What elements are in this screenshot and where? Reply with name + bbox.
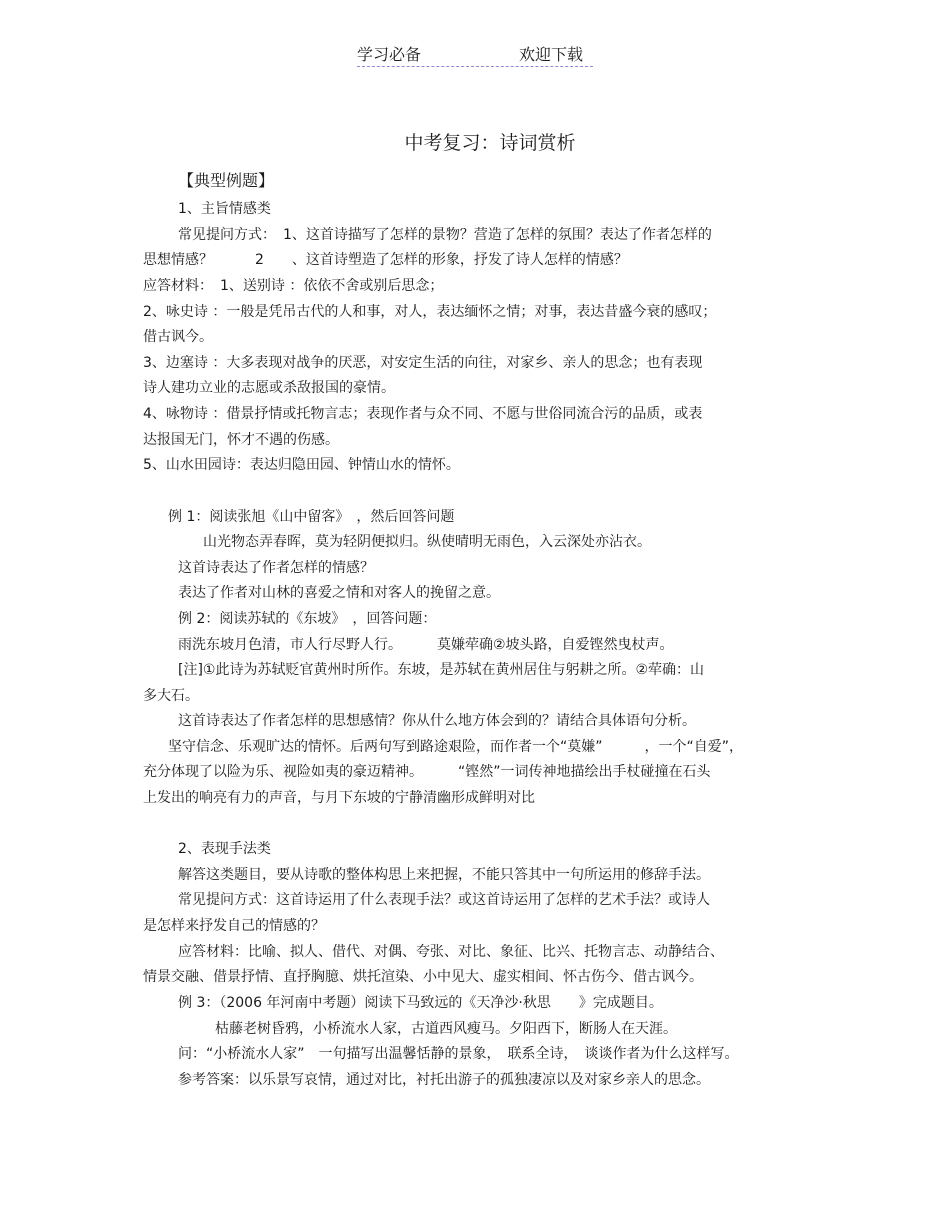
document-title: 中考复习：诗词赏析 — [404, 132, 576, 154]
text-line: 这首诗表达了作者怎样的思想感情？你从什么地方体会到的？请结合具体语句分析。 — [178, 713, 696, 729]
text-line: [注]①此诗为苏轼贬官黄州时所作。东坡，是苏轼在黄州居住与躬耕之所。②荦确：山 — [178, 662, 705, 678]
text-line: 问：“小桥流水人家” 一句描写出温馨恬静的景象， 联系全诗， 谈谈作者为什么这样写。 — [178, 1046, 739, 1062]
text-line: 情景交融、借景抒情、直抒胸臆、烘托渲染、小中见大、虚实相间、怀古伤今、借古讽今。 — [143, 969, 703, 985]
text-line: 坚守信念、乐观旷达的情怀。后两句写到路途艰险，而作者一个“莫嫌” ，一个“自爱”， — [168, 739, 744, 755]
text-line: 例 3：（2006 年河南中考题）阅读下马致远的《天净沙·秋思 》完成题目。 — [178, 995, 663, 1011]
text-line: 山光物态弄春晖，莫为轻阴便拟归。纵使晴明无雨色，入云深处亦沾衣。 — [203, 534, 651, 550]
text-line: 诗人建功立业的志愿或杀敌报国的豪情。 — [143, 380, 395, 396]
text-line: 多大石。 — [143, 688, 199, 704]
section-heading: 【典型例题】 — [178, 171, 275, 190]
text-line: 雨洗东坡月色清，市人行尽野人行。 莫嫌荦确②坡头路，自爱铿然曳杖声。 — [178, 637, 674, 653]
text-line: 例 1：阅读张旭《山中留客》 ，然后回答问题 — [168, 509, 455, 525]
page-header — [357, 40, 593, 67]
header-right-text: 欢迎下载 — [519, 45, 584, 64]
text-line: 思想情感？ 2 、这首诗塑造了怎样的形象，抒发了诗人怎样的情感？ — [143, 252, 628, 268]
text-line: 充分体现了以险为乐、视险如夷的豪迈精神。 “铿然”一词传神地描绘出手杖碰撞在石头 — [143, 764, 711, 780]
text-line: 3、边塞诗 ：大多表现对战争的厌恶，对安定生活的向往，对家乡、亲人的思念；也有表现 — [143, 355, 703, 371]
text-line: 2、咏史诗 ：一般是凭吊古代的人和事，对人，表达缅怀之情；对事，表达昔盛今衰的感叹； — [143, 304, 717, 320]
text-line: 1、主旨情感类 — [178, 201, 271, 217]
text-line: 是怎样来抒发自己的情感的？ — [143, 918, 325, 934]
text-line: 达报国无门，怀才不遇的伤感。 — [143, 432, 339, 448]
text-line: 上发出的响亮有力的声音，与月下东坡的宁静清幽形成鲜明对比 — [143, 790, 535, 806]
header-left-text: 学习必备 — [357, 45, 422, 64]
text-line: 这首诗表达了作者怎样的情感？ — [178, 560, 374, 576]
text-line: 5、山水田园诗：表达归隐田园、钟情山水的情怀。 — [143, 457, 460, 473]
text-line: 解答这类题目，要从诗歌的整体构思上来把握，不能只答其中一句所运用的修辞手法。 — [178, 867, 710, 883]
text-line: 借古讽今。 — [143, 329, 213, 345]
text-line: 参考答案：以乐景写哀情，通过对比，衬托出游子的孤独凄凉以及对家乡亲人的思念。 — [178, 1072, 710, 1088]
text-line: 枯藤老树昏鸦，小桥流水人家，古道西风瘦马。夕阳西下，断肠人在天涯。 — [215, 1021, 677, 1037]
text-line: 应答材料： 1、送别诗 ：依依不舍或别后思念； — [143, 278, 444, 294]
text-line: 应答材料：比喻、拟人、借代、对偶、夸张、对比、象征、比兴、托物言志、动静结合、 — [178, 944, 724, 960]
text-line: 4、咏物诗 ：借景抒情或托物言志；表现作者与众不同、不愿与世俗同流合污的品质，或表 — [143, 406, 703, 422]
text-line: 常见提问方式：这首诗运用了什么表现手法？或这首诗运用了怎样的艺术手法？或诗人 — [178, 892, 710, 908]
text-line: 例 2：阅读苏轼的《东坡》 ，回答问题： — [178, 611, 437, 627]
text-line: 表达了作者对山林的喜爱之情和对客人的挽留之意。 — [178, 585, 500, 601]
text-line: 2、表现手法类 — [178, 841, 271, 857]
text-line: 常见提问方式： 1、这首诗描写了怎样的景物？营造了怎样的氛围？表达了作者怎样的 — [178, 227, 712, 243]
